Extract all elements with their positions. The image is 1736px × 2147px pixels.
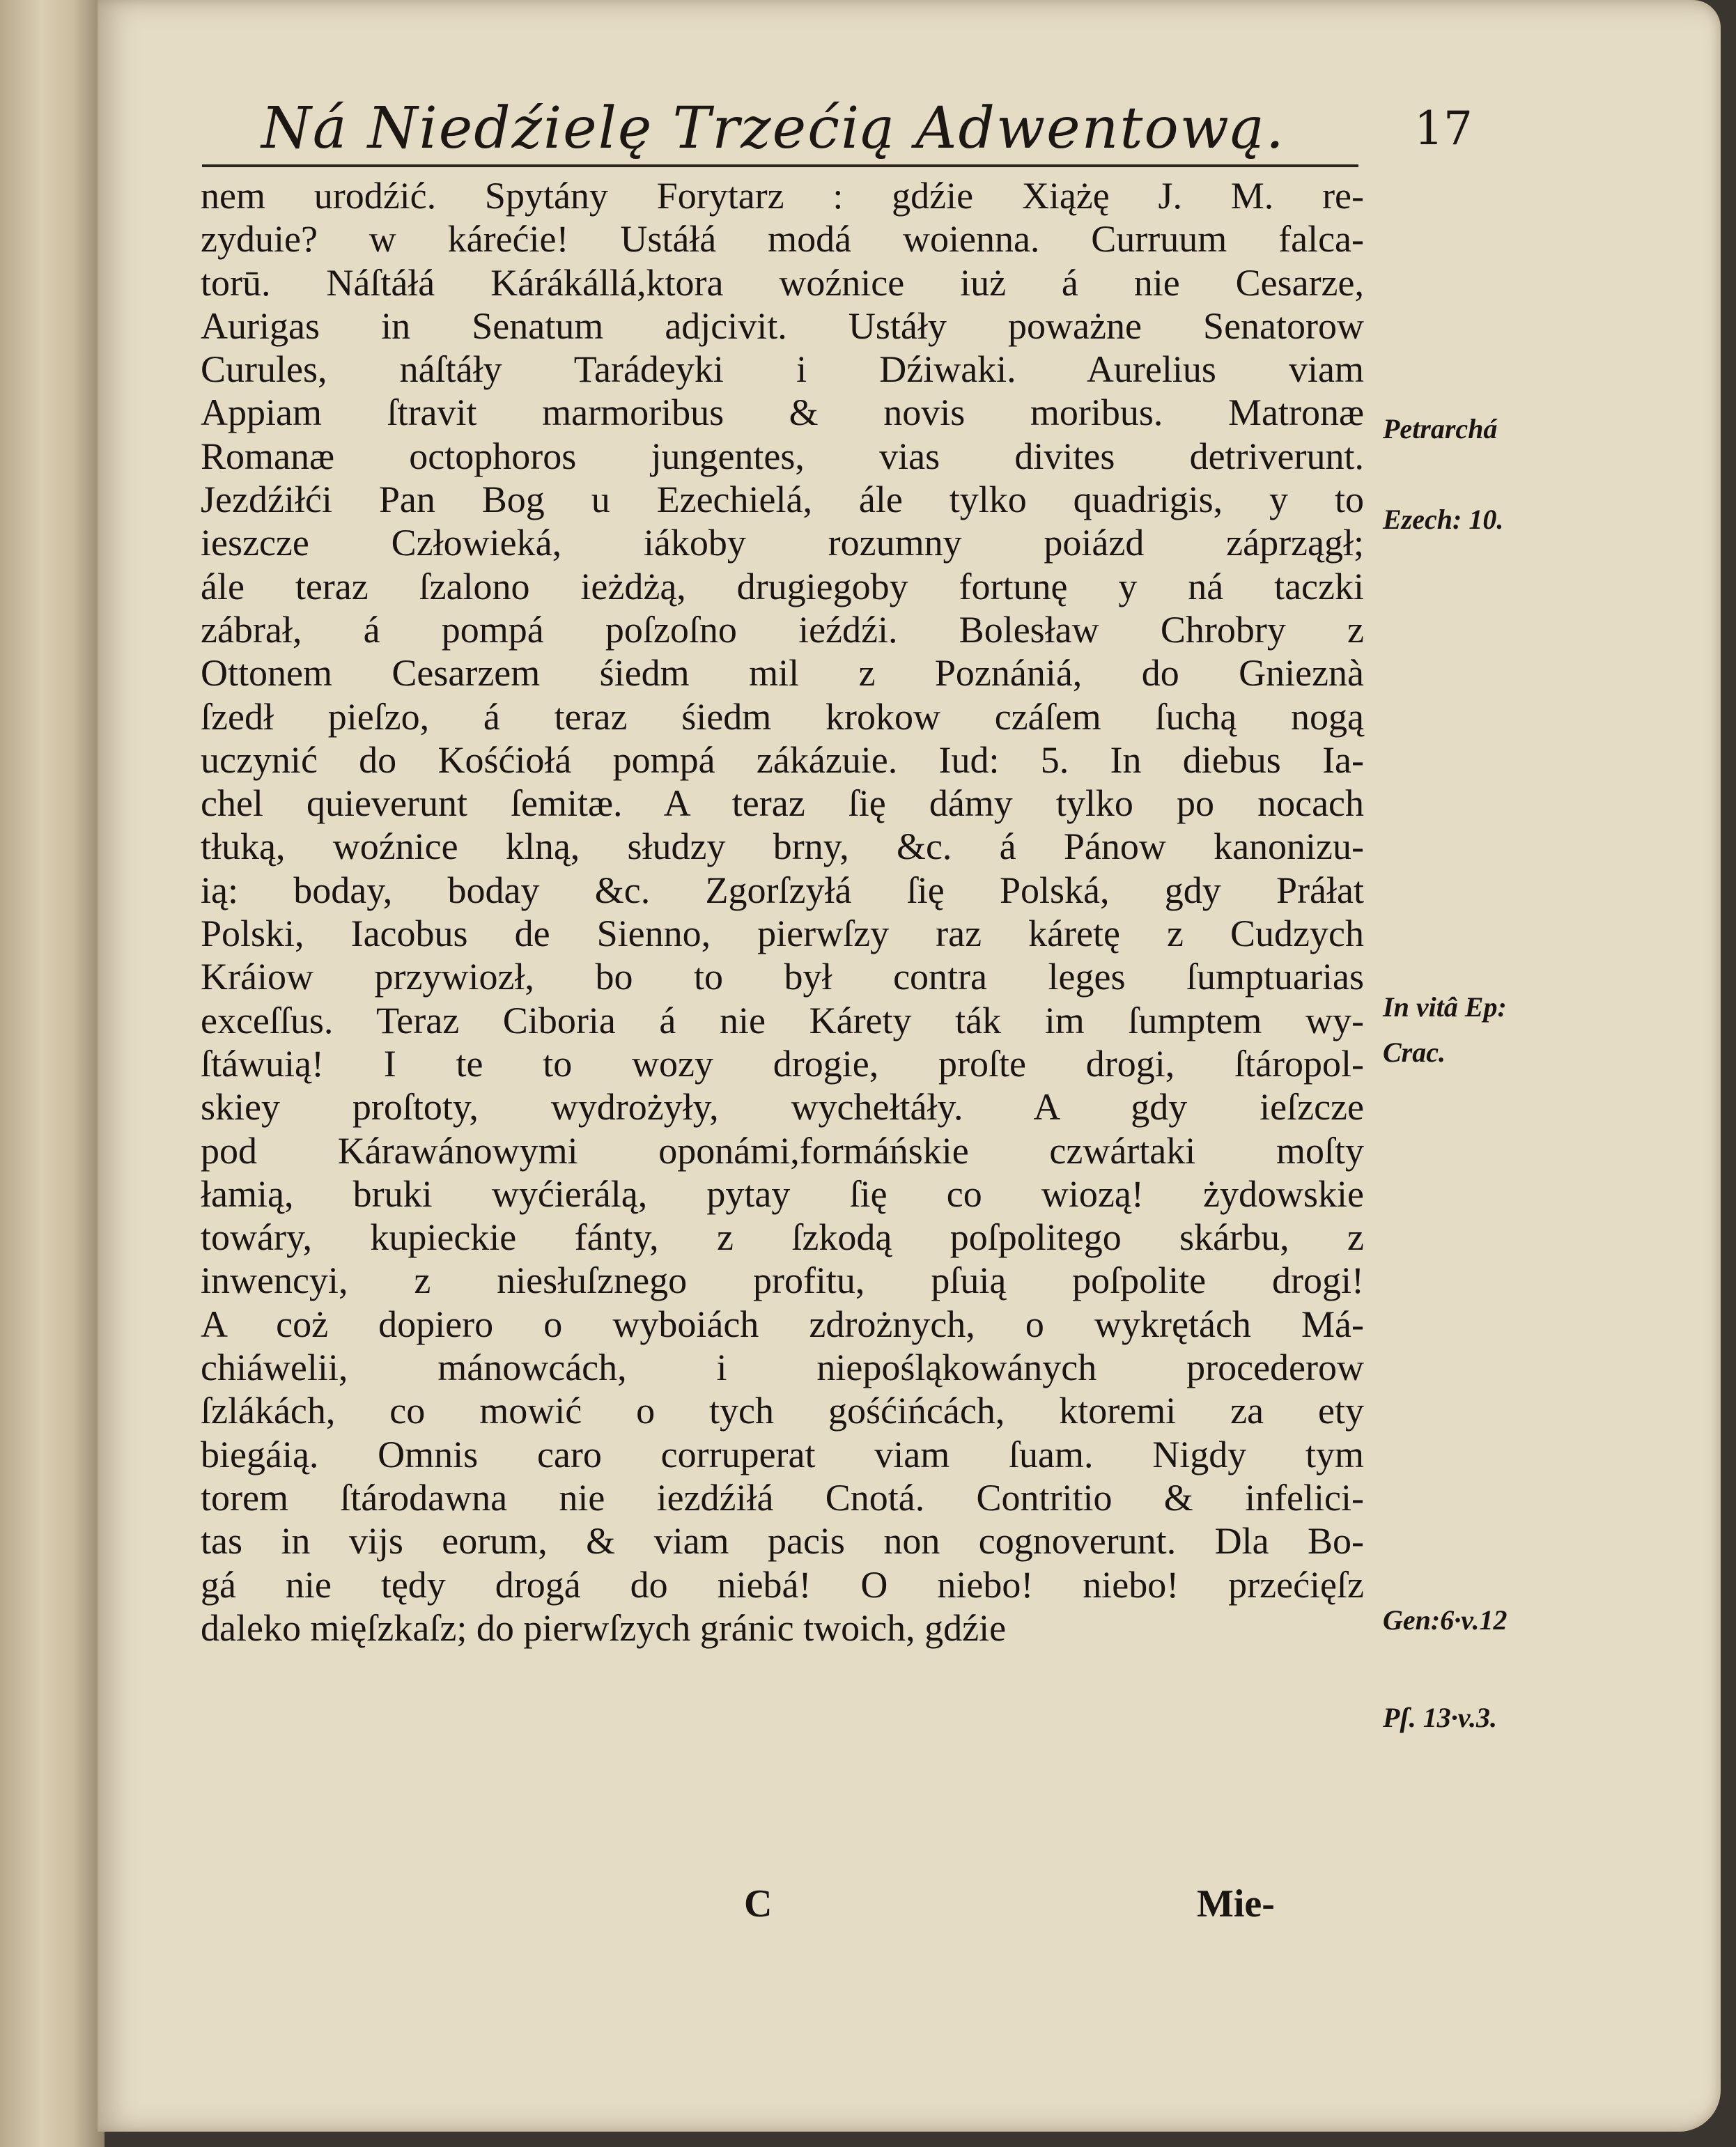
- text-line: tas in vijs eorum, & viam pacis non cognoverunt. Dla Bo-: [201, 1520, 1364, 1563]
- margin-note: Crac.: [1383, 1037, 1446, 1068]
- text-line: biegáią. Omnis caro corruperat viam ſuam. Nigdy tym: [201, 1433, 1364, 1475]
- page-header: [181, 91, 1365, 167]
- text-line: ią: boday, boday &c. Zgorſzyłá ſię Polská, gdy Práłat: [201, 869, 1364, 911]
- text-line: torū. Náſtáłá Kárákállá,ktora woźnice iuż á nie Cesarze,: [201, 261, 1364, 304]
- text-line: Romanæ octophoros jungentes, vias divites detriverunt.: [201, 435, 1364, 477]
- text-line: chiáwelii, mánowcách, i niepośląkowánych procederow: [201, 1347, 1364, 1389]
- text-line: ſzlákách, co mowić o tych gośćińcách, ktoremi za ety: [201, 1390, 1364, 1432]
- margin-note: Petrarchá: [1383, 413, 1498, 444]
- text-line: zábrał, á pompá poſzoſno ieźdźi. Bolesław Chrobry z: [201, 608, 1364, 651]
- text-line: Ottonem Cesarzem śiedm mil z Poznániá, do Gnieznà: [201, 652, 1364, 695]
- text-line: łamią, bruki wyćierálą, pytay ſię co wiozą! żydowskie: [201, 1172, 1364, 1215]
- text-line: Kráiow przywiozł, bo to był contra leges ſumptuarias: [201, 956, 1364, 998]
- text-line: ále teraz ſzalono ieżdżą, drugiegoby fortunę y ná taczki: [201, 565, 1364, 607]
- text-line: gá nie tędy drogá do niebá! O niebo! niebo! przećięſz: [201, 1563, 1364, 1606]
- text-line: Aurigas in Senatum adjcivit. Ustáły poważne Senatorow: [201, 304, 1364, 347]
- text-line: zyduie? w kárećie! Ustáłá modá woienna. Curruum falca-: [201, 218, 1364, 261]
- signature-mark: C: [744, 1882, 773, 1925]
- text-line: inwencyi, z niesłuſznego profitu, pſuią poſpolite drogi!: [201, 1259, 1364, 1302]
- running-title: Ná Niedźielę Trzećią Adwentową.: [261, 95, 1285, 162]
- text-line: ſzedł pieſzo, á teraz śiedm krokow czáſem ſuchą nogą: [201, 695, 1364, 738]
- text-line: Curules, náſtáły Tarádeyki i Dźiwaki. Aurelius viam: [201, 348, 1364, 391]
- catchword: Mie-: [1197, 1882, 1275, 1925]
- margin-note: Gen:6·v.12: [1383, 1604, 1508, 1636]
- text-line: nem urodźić. Spytány Forytarz : gdźie Xiążę J. M. re-: [201, 175, 1364, 217]
- header-rule: [202, 164, 1358, 167]
- previous-page-edge: [0, 0, 104, 2147]
- body-text: [201, 174, 1364, 1650]
- margin-notes: [1383, 174, 1557, 1916]
- text-line: ſtáwuią! I te to wozy drogie, proſte drogi, ſtáropol-: [201, 1042, 1364, 1085]
- text-line: skiey proſtoty, wydrożyły, wychełtáły. A gdy ieſzcze: [201, 1086, 1364, 1129]
- margin-note: Ezech: 10.: [1383, 504, 1504, 535]
- text-line: Appiam ſtravit marmoribus & novis moribus. Matronæ: [201, 392, 1364, 434]
- text-line: chel quieverunt ſemitæ. A teraz ſię dámy tylko po nocach: [201, 782, 1364, 825]
- text-line: A coż dopiero o wyboiách zdrożnych, o wykrętách Má-: [201, 1303, 1364, 1345]
- text-line: uczynić do Kośćiołá pompá zákázuie. Iud: 5. In diebus Ia-: [201, 738, 1364, 781]
- margin-note: In vitâ Ep:: [1383, 991, 1507, 1023]
- text-line: torem ſtárodawna nie iezdźiłá Cnotá. Contritio & infelici-: [201, 1476, 1364, 1519]
- text-line: exceſſus. Teraz Ciboria á nie Kárety ták im ſumptem wy-: [201, 999, 1364, 1041]
- text-line: daleko mięſzkaſz; do pierwſzych gránic twoich, gdźie: [201, 1606, 1007, 1649]
- page-number: 17: [1414, 102, 1473, 155]
- page-footer: [201, 1879, 1364, 1928]
- text-line: Jezdźiłći Pan Bog u Ezechielá, ále tylko quadrigis, y to: [201, 479, 1364, 521]
- text-line: ieszcze Człowieká, iákoby rozumny poiázd záprzągł;: [201, 522, 1364, 564]
- text-line: Polski, Iacobus de Sienno, pierwſzy raz káretę z Cudzych: [201, 913, 1364, 955]
- margin-note: Pſ. 13·v.3.: [1383, 1702, 1498, 1733]
- text-line: towáry, kupieckie fánty, z ſzkodą poſpolitego skárbu, z: [201, 1216, 1364, 1259]
- text-line: tłuką, woźnice klną, słudzy brny, &c. á Pánow kanonizu-: [201, 826, 1364, 868]
- text-line: pod Kárawánowymi oponámi,formáńskie czwártaki moſty: [201, 1129, 1364, 1172]
